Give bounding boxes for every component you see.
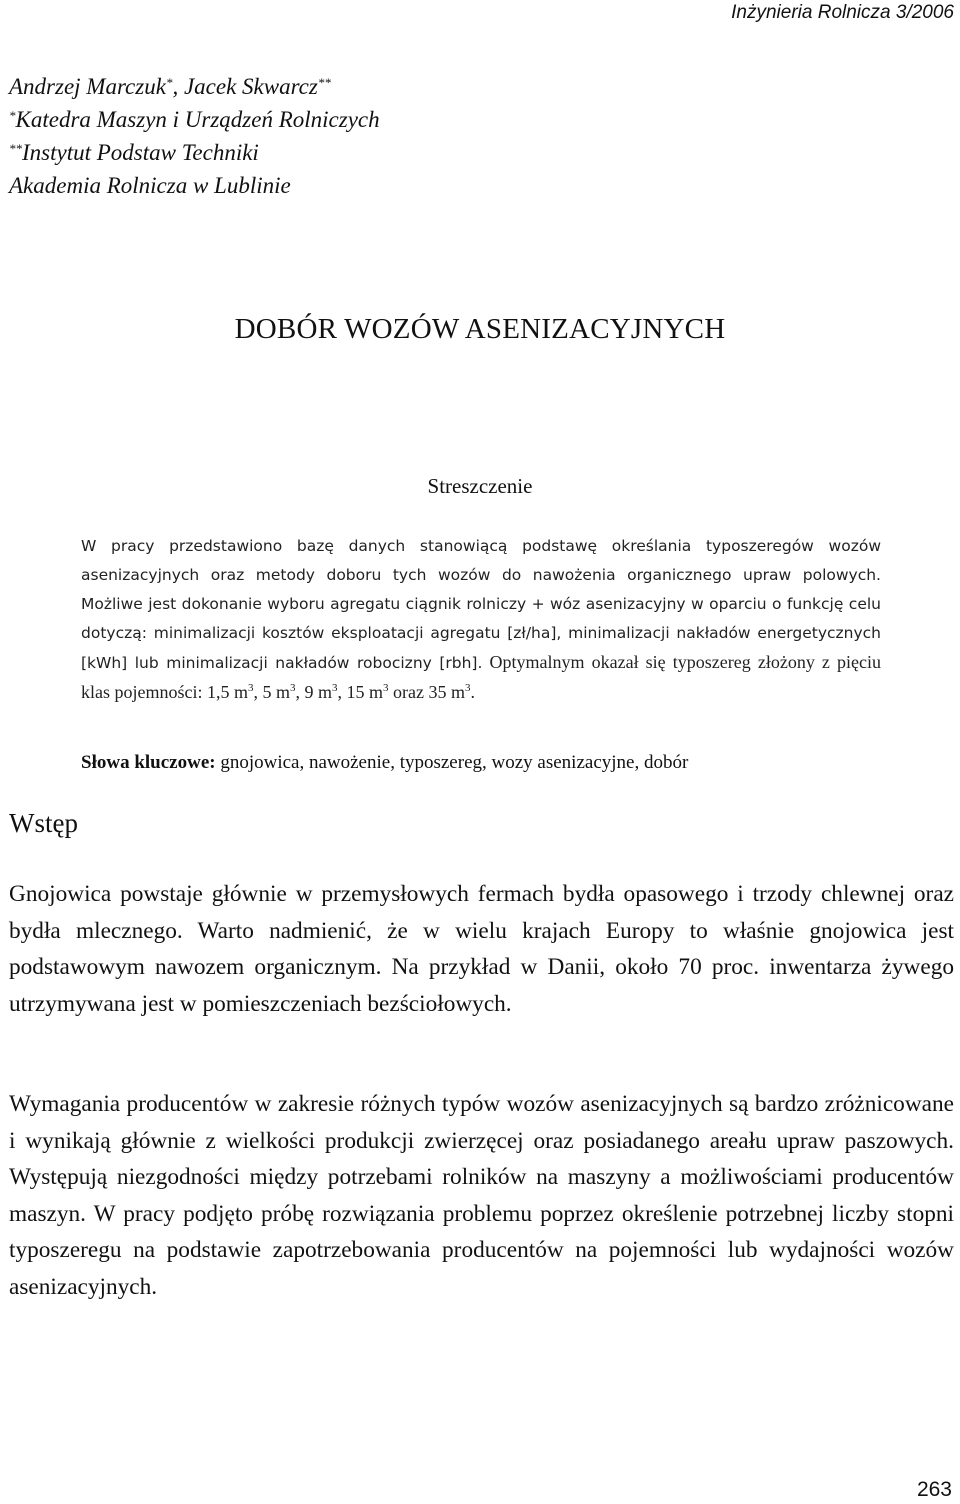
abstract-text: [81, 532, 881, 708]
affiliation-text: Akademia Rolnicza w Lublinie: [9, 173, 291, 198]
journal-header: Inżynieria Rolnicza 3/2006: [731, 2, 954, 23]
affiliation-mark: *: [9, 108, 16, 123]
abstract-conclusion: Optymalnym okazał się typoszereg złożony z pięciu klas pojemności: 1,5 $m^3$, 5 $m^3$, 9 $m^3$, 15 $m^3$ oraz 35 $m^3$.: [81, 652, 881, 702]
affiliation-line: [9, 103, 380, 136]
affiliation-mark: **: [9, 141, 22, 156]
page-number: 263: [916, 1478, 952, 1501]
affiliation-text: Katedra Maszyn i Urządzeń Rolniczych: [15, 107, 380, 132]
author-name: Jacek Skwarcz: [183, 74, 318, 99]
affiliation-line: [9, 136, 380, 169]
author-line: [9, 70, 380, 103]
author-separator: ,: [172, 74, 184, 99]
body-paragraph: Wymagania producentów w zakresie różnych typów wozów asenizacyjnych są bardzo zróżnicowane i wynikają głównie z wielkości produkcji zwierzęcej oraz posiadanego areału upraw paszowych. Występują niezgodności między potrzebami rolników na maszyny a możliwościami producentów maszyn. W pracy podjęto próbę rozwiązania problemu poprzez określenie potrzebnej liczby stopni typoszeregu na podstawie zapotrzebowania producentów na pojemności lub wydajności wozów asenizacyjnych.: [9, 1091, 954, 1300]
author-name: Andrzej Marczuk: [9, 74, 166, 99]
affiliation-mark: *: [165, 75, 173, 90]
keywords-text: gnojowica, nawożenie, typoszereg, wozy asenizacyjne, dobór: [215, 752, 689, 773]
affiliation-line: [9, 169, 380, 202]
abstract-heading: Streszczenie: [427, 474, 533, 498]
author-block: [9, 70, 380, 202]
keywords-label: Słowa kluczowe:: [81, 752, 216, 773]
keywords-line: [81, 752, 881, 774]
body-paragraph: Gnojowica powstaje głównie w przemysłowych fermach bydła opasowego i trzody chlewnej oraz bydła mlecznego. Warto nadmienić, że w wielu krajach Europy to właśnie gnojowica jest podstawowym nawozem organicznym. Na przykład w Danii, około 70 proc. inwentarza żywego utrzymywana jest w pomieszczeniach bezściołowych.: [9, 881, 954, 1017]
affiliation-mark: **: [317, 75, 331, 90]
section-heading: Wstęp: [9, 808, 78, 838]
affiliation-text: Instytut Podstaw Techniki: [22, 140, 259, 165]
paper-title: DOBÓR WOZÓW ASENIZACYJNYCH: [234, 313, 726, 345]
abstract-body: W pracy przedstawiono bazę danych stanowiącą podstawę określania typoszeregów wozów asenizacyjnych oraz metody doboru tych wozów do nawożenia organicznego upraw polowych. Możliwe jest dokonanie wyboru agregatu ciągnik rolniczy + wóz asenizacyjny w oparciu o funkcję celu dotyczą: minimalizacji kosztów eksploatacji agregatu [zł/ha], minimalizacji nakładów energetycznych [kWh] lub minimalizacji nakładów robocizny [rbh].: [81, 537, 881, 672]
